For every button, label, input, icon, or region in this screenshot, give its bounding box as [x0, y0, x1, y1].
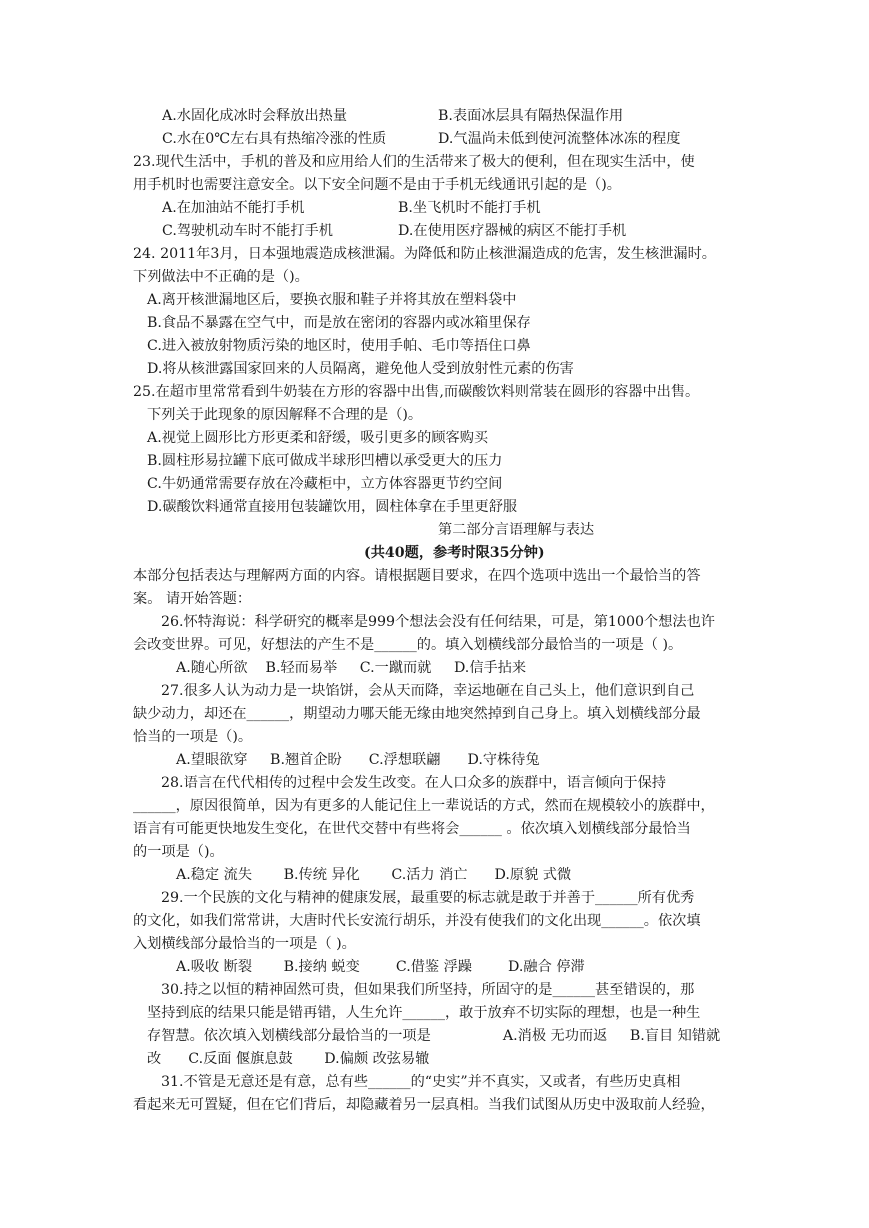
q29-stem-line-2: 的文化，如我们常常讲，大唐时代长安流行胡乐，并没有使我们的文化出现______。依次填	[133, 913, 701, 929]
q22-option-a: A.水固化成冰时会释放出热量	[162, 108, 348, 124]
q30-stem-line-4: 改 C.反面 偃旗息鼓 D.偏颇 改弦易辙	[147, 1051, 430, 1067]
q23-option-d: D.在使用医疗器械的病区不能打手机	[398, 223, 627, 239]
q24-option-d: D.将从核泄露国家回来的人员隔离，避免他人受到放射性元素的伤害	[147, 361, 574, 377]
section-subtitle: (共40题，参考时限35分钟)	[364, 545, 545, 561]
q30-stem-line-3: 存智慧。依次填入划横线部分最恰当的一项是 A.消极 无功而返 B.盲目 知错就	[147, 1028, 721, 1044]
section-intro-line-2: 案。 请开始答题：	[133, 591, 252, 607]
q26-stem-line-1: 26.怀特海说：科学研究的概率是999个想法会没有任何结果，可是，第1000个想法也许	[161, 614, 715, 630]
q23-option-b: B.坐飞机时不能打手机	[398, 200, 541, 216]
q24-stem-line-1: 24. 2011年3月，日本强地震造成核泄漏。为降低和防止核泄漏造成的危害，发生核泄漏时。	[133, 246, 716, 262]
q29-options: A.吸收 断裂 B.接纳 蜕变 C.借鉴 浮躁 D.融合 停滞	[176, 959, 585, 975]
q23-stem-line-2: 用手机时也需要注意安全。以下安全问题不是由于手机无线通讯引起的是（)。	[133, 177, 621, 193]
q30-stem-line-1: 30.持之以恒的精神固然可贵，但如果我们所坚持，所固守的是______甚至错误的，那	[161, 982, 695, 998]
q27-options: A.望眼欲穿 B.翘首企盼 C.浮想联翩 D.守株待兔	[176, 752, 540, 768]
q29-stem-line-3: 入划横线部分最恰当的一项是（ )。	[133, 936, 356, 952]
q25-option-d: D.碳酸饮料通常直接用包装罐饮用，圆柱体拿在手里更舒服	[147, 499, 518, 515]
section-title: 第二部分言语理解与表达	[438, 522, 595, 538]
q28-stem-line-3: 语言有可能更快地发生变化，在世代交替中有些将会______ 。依次填入划横线部分最恰当	[133, 821, 691, 837]
q23-stem-line-1: 23.现代生活中，手机的普及和应用给人们的生活带来了极大的便利，但在现实生活中，使	[133, 154, 695, 170]
q28-stem-line-1: 28.语言在代代相传的过程中会发生改变。在人口众多的族群中，语言倾向于保持	[161, 775, 666, 791]
q28-stem-line-2: ______，原因很简单，因为有更多的人能记住上一辈说话的方式，然而在规模较小的族群中，	[133, 798, 715, 814]
q26-stem-line-2: 会改变世界。可见，好想法的产生不是______的。填入划横线部分最恰当的一项是（ )。	[133, 637, 683, 653]
q25-option-a: A.视觉上圆形比方形更柔和舒缓，吸引更多的顾客购买	[147, 430, 489, 446]
q30-stem-line-2: 坚持到底的结果只能是错再错，人生允许______，敢于放弃不切实际的理想，也是一种生	[147, 1005, 701, 1021]
q22-option-d: D.气温尚未低到使河流整体冰冻的程度	[438, 131, 681, 147]
q22-option-b: B.表面冰层具有隔热保温作用	[438, 108, 624, 124]
q24-stem-line-2: 下列做法中不正确的是（)。	[133, 269, 309, 285]
q24-option-a: A.离开核泄漏地区后，要换衣服和鞋子并将其放在塑料袋中	[147, 292, 517, 308]
q29-stem-line-1: 29.一个民族的文化与精神的健康发展，最重要的标志就是敢于并善于______所有优秀	[161, 890, 695, 906]
q25-stem-line-1: 25.在超市里常常看到牛奶装在方形的容器中出售,而碳酸饮料则常装在圆形的容器中出售。	[133, 384, 700, 400]
q25-option-c: C.牛奶通常需要存放在冷藏柜中，立方体容器更节约空间	[147, 476, 503, 492]
section-intro-line-1: 本部分包括表达与理解两方面的内容。请根据题目要求，在四个选项中选出一个最恰当的答	[133, 568, 701, 584]
q31-stem-line-1: 31.不管是无意还是有意，总有些______的“史实”并不真实，又或者，有些历史真相	[161, 1074, 681, 1090]
q23-option-c: C.驾驶机动车时不能打手机	[162, 223, 333, 239]
q24-option-b: B.食品不暴露在空气中，而是放在密闭的容器内或冰箱里保存	[147, 315, 531, 331]
q26-options: A.随心所欲 B.轻而易举 C.一蹴而就 D.信手拈来	[176, 660, 527, 676]
q27-stem-line-2: 缺少动力，却还在______，期望动力哪天能无缘由地突然掉到自己身上。填入划横线部分最	[133, 706, 701, 722]
q28-options: A.稳定 流失 B.传统 异化 C.活力 消亡 D.原貌 式微	[176, 867, 572, 883]
q28-stem-line-4: 的一项是（)。	[133, 844, 224, 860]
q31-stem-line-2: 看起来无可置疑，但在它们背后，却隐藏着另一层真相。当我们试图从历史中汲取前人经验，	[133, 1097, 715, 1113]
q27-stem-line-1: 27.很多人认为动力是一块馅饼，会从天而降，幸运地砸在自己头上，他们意识到自己	[161, 683, 695, 699]
q22-option-c: C.水在0℃左右具有热缩冷涨的性质	[162, 131, 387, 147]
q24-option-c: C.进入被放射物质污染的地区时，使用手帕、毛巾等捂住口鼻	[147, 338, 531, 354]
q25-stem-line-2: 下列关于此现象的原因解释不合理的是（)。	[147, 407, 423, 423]
q23-option-a: A.在加油站不能打手机	[162, 200, 305, 216]
q25-option-b: B.圆柱形易拉罐下底可做成半球形凹槽以承受更大的压力	[147, 453, 503, 469]
q27-stem-line-3: 恰当的一项是（)。	[133, 729, 253, 745]
